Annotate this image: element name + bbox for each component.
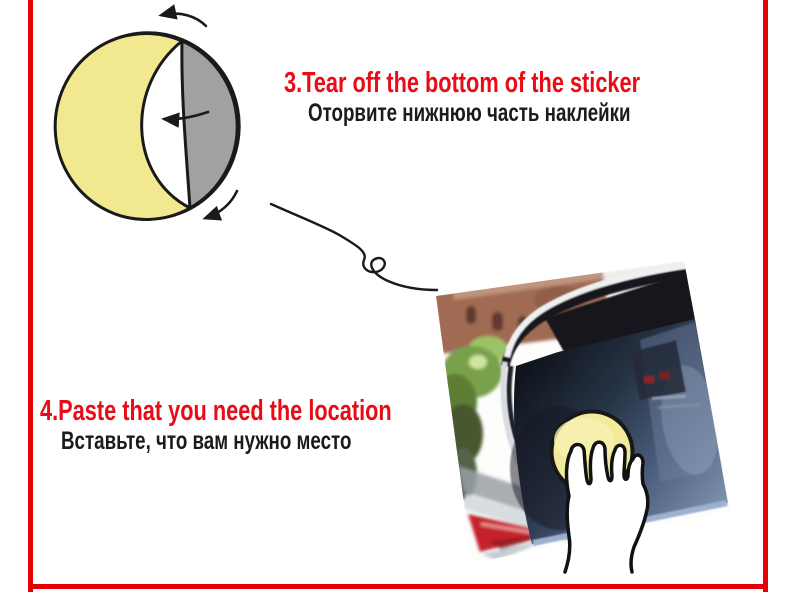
step-4-subtitle-text: Вставьте, что вам нужно место — [61, 427, 352, 455]
step-4-subtitle — [61, 429, 448, 454]
sticker-peel-diagram — [55, 14, 239, 220]
step-3-subtitle-text: Оторвите нижнюю часть наклейки — [308, 99, 631, 127]
rotate-arrow-top-icon — [162, 14, 206, 26]
step-3-subtitle — [308, 101, 738, 126]
left-border — [28, 0, 33, 592]
step-3-title — [284, 69, 759, 98]
squiggle-connector-line — [271, 204, 437, 290]
backing-gray-layer — [182, 41, 237, 208]
step-4-title — [40, 397, 509, 426]
step-3-title-text: 3.Tear off the bottom of the sticker — [284, 67, 641, 99]
hand-icon — [565, 442, 648, 572]
right-border — [763, 0, 768, 592]
bottom-border — [28, 584, 768, 589]
step-4-title-text: 4.Paste that you need the location — [40, 395, 392, 427]
